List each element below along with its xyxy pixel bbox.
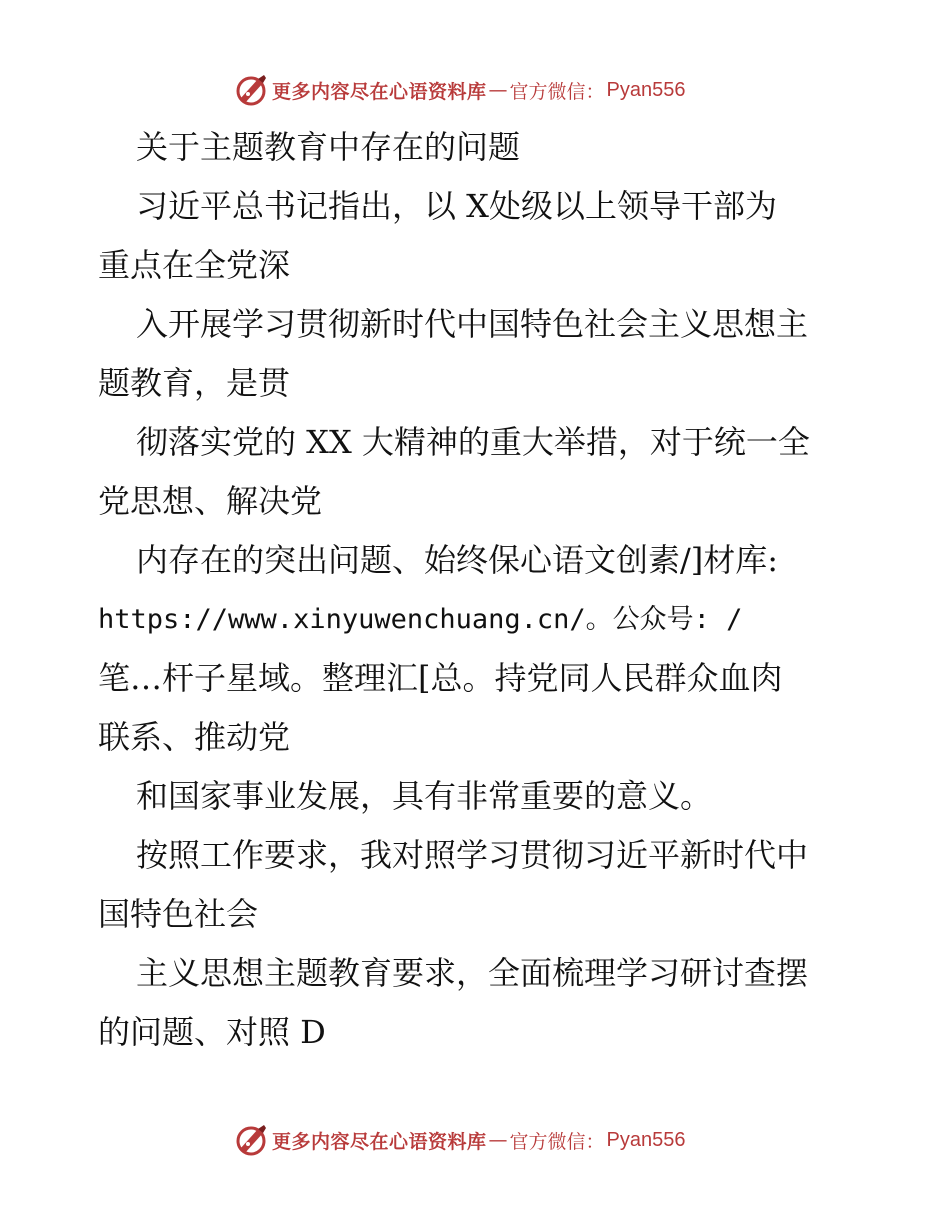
- document-title: 关于主题教育中存在的问题: [136, 128, 521, 166]
- body-line: 国特色社会: [98, 895, 259, 933]
- banner-wechat-label: 官方微信：: [509, 80, 605, 103]
- body-line: 彻落实党的 XX 大精神的重大举措，对于统一全: [136, 423, 810, 461]
- banner-dash: —: [488, 1129, 508, 1151]
- banner-dash: —: [488, 79, 508, 101]
- banner-wechat-id: Pyan556: [606, 1128, 686, 1151]
- document-body: [98, 118, 858, 1062]
- body-line: 笔…杆子星域。整理汇[总。持党同人民群众血肉: [98, 659, 783, 697]
- body-line: 的问题、对照 D: [98, 1013, 326, 1051]
- body-line: 内存在的突出问题、始终保心语文创素/]材库:: [136, 541, 779, 579]
- body-line: 入开展学习贯彻新时代中国特色社会主义思想主: [136, 305, 809, 343]
- body-line-url: https://www.xinyuwenchuang.cn/。公众号: /: [98, 604, 743, 635]
- body-line: 题教育，是贯: [98, 364, 291, 402]
- pen-nib-circle-logo-icon: [234, 1123, 268, 1157]
- body-line: 联系、推动党: [98, 718, 291, 756]
- body-line: 党思想、解决党: [98, 482, 323, 520]
- body-line: 习近平总书记指出，以 X处级以上领导干部为: [136, 187, 777, 225]
- footer-banner: [234, 1120, 686, 1160]
- banner-wechat-id: Pyan556: [606, 78, 686, 101]
- header-banner: [234, 70, 686, 110]
- body-line: 按照工作要求，我对照学习贯彻习近平新时代中: [136, 836, 809, 874]
- body-line: 重点在全党深: [98, 246, 291, 284]
- banner-wechat-label: 官方微信：: [509, 1130, 605, 1153]
- body-line: 主义思想主题教育要求，全面梳理学习研讨查摆: [136, 954, 809, 992]
- body-line: 和国家事业发展，具有非常重要的意义。: [136, 777, 713, 815]
- pen-nib-circle-logo-icon: [234, 73, 268, 107]
- banner-title: 更多内容尽在心语资料库: [272, 1130, 487, 1153]
- banner-title: 更多内容尽在心语资料库: [272, 80, 487, 103]
